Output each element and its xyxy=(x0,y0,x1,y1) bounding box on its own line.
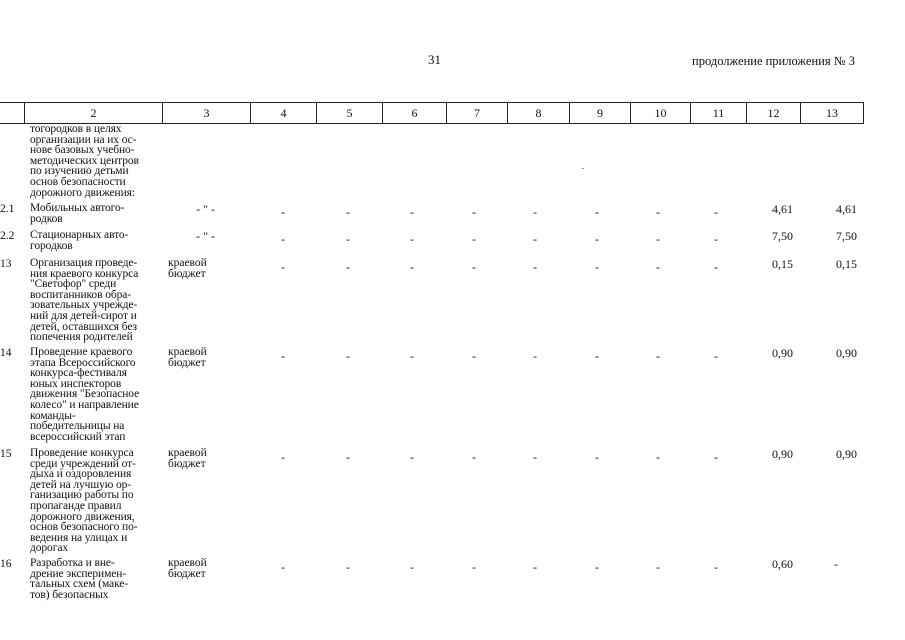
row-number: 2.2 xyxy=(0,230,15,242)
row-number: 2.1 xyxy=(0,203,15,215)
empty-value-dash: - xyxy=(410,560,414,574)
empty-value-dash: - xyxy=(714,260,718,274)
empty-value-dash: - xyxy=(346,232,350,246)
empty-value-dash: - xyxy=(714,205,718,219)
empty-value-dash: - xyxy=(656,232,660,246)
empty-value-dash: - xyxy=(472,232,476,246)
empty-value-dash: - xyxy=(595,349,599,363)
funding-source: - " - xyxy=(196,229,215,243)
value-col-13: 0,90 xyxy=(836,447,857,461)
header-cell-11: 11 xyxy=(690,103,746,123)
row-description: Проведение краевого этапа Всероссийского конкурса-фестиваля юных инспекторов движения "Безопасное колесо" и направление команды- победительницы на всероссийский этап xyxy=(30,346,140,443)
funding-source: краевой бюджет xyxy=(168,557,207,580)
table-header-row xyxy=(0,102,864,124)
empty-value-dash: - xyxy=(714,450,718,464)
empty-value-dash: - xyxy=(410,450,414,464)
empty-value-dash: - xyxy=(595,205,599,219)
empty-value-dash: - xyxy=(346,205,350,219)
empty-value-dash: - xyxy=(472,349,476,363)
header-cell-2: 2 xyxy=(24,103,162,123)
empty-value-dash: - xyxy=(533,450,537,464)
empty-value-dash: - xyxy=(410,260,414,274)
empty-value-dash: - xyxy=(281,205,285,219)
empty-value-dash: - xyxy=(472,260,476,274)
empty-value-dash: - xyxy=(410,205,414,219)
header-cell-12: 12 xyxy=(746,103,800,123)
header-cell-7: 7 xyxy=(446,103,507,123)
empty-value-dash: - xyxy=(714,560,718,574)
scan-speck xyxy=(582,168,584,169)
empty-value-dash: - xyxy=(595,560,599,574)
value-col-13: - xyxy=(834,557,838,571)
empty-value-dash: - xyxy=(533,260,537,274)
header-cell-3: 3 xyxy=(162,103,250,123)
empty-value-dash: - xyxy=(410,232,414,246)
row-description: Разработка и вне- дрение эксперимен- тальных схем (маке- тов) безопасных xyxy=(30,557,129,601)
empty-value-dash: - xyxy=(656,450,660,464)
empty-value-dash: - xyxy=(656,349,660,363)
empty-value-dash: - xyxy=(595,232,599,246)
value-col-12: 0,15 xyxy=(772,257,793,271)
empty-value-dash: - xyxy=(472,560,476,574)
empty-value-dash: - xyxy=(472,450,476,464)
value-col-13: 0,90 xyxy=(836,346,857,360)
funding-source: - " - xyxy=(196,202,215,216)
empty-value-dash: - xyxy=(595,260,599,274)
header-cell-8: 8 xyxy=(507,103,569,123)
page-number: 31 xyxy=(428,52,441,67)
empty-value-dash: - xyxy=(346,260,350,274)
row-number: 16 xyxy=(0,558,12,570)
funding-source: краевой бюджет xyxy=(168,346,207,369)
empty-value-dash: - xyxy=(533,349,537,363)
empty-value-dash: - xyxy=(281,349,285,363)
value-col-12: 7,50 xyxy=(772,229,793,243)
row-number: 14 xyxy=(0,347,12,359)
row-number: 15 xyxy=(0,448,12,460)
funding-source: краевой бюджет xyxy=(168,447,207,470)
row-description: Мобильных автого- родков xyxy=(30,202,125,225)
empty-value-dash: - xyxy=(595,450,599,464)
header-cell-13: 13 xyxy=(800,103,864,123)
empty-value-dash: - xyxy=(410,349,414,363)
value-col-12: 0,60 xyxy=(772,557,793,571)
value-col-13: 7,50 xyxy=(836,229,857,243)
empty-value-dash: - xyxy=(656,560,660,574)
row-number: 13 xyxy=(0,258,12,270)
header-cell-9: 9 xyxy=(569,103,630,123)
empty-value-dash: - xyxy=(714,232,718,246)
empty-value-dash: - xyxy=(714,349,718,363)
empty-value-dash: - xyxy=(533,205,537,219)
empty-value-dash: - xyxy=(281,260,285,274)
value-col-12: 0,90 xyxy=(772,346,793,360)
empty-value-dash: - xyxy=(472,205,476,219)
header-cell-5: 5 xyxy=(316,103,382,123)
value-col-12: 0,90 xyxy=(772,447,793,461)
empty-value-dash: - xyxy=(656,260,660,274)
header-cell-1 xyxy=(0,103,24,123)
empty-value-dash: - xyxy=(281,560,285,574)
row-description: Проведение конкурса среди учреждений от- дыха и оздоровления детей на лучшую ор- ганизацию работы по пропаганде правил дорожного движения, основ безопасного по- ведения на улицах и дорогах xyxy=(30,447,138,555)
funding-source: краевой бюджет xyxy=(168,257,207,280)
empty-value-dash: - xyxy=(281,232,285,246)
empty-value-dash: - xyxy=(656,205,660,219)
value-col-13: 0,15 xyxy=(836,257,857,271)
header-cell-10: 10 xyxy=(630,103,690,123)
row-description: Организация проведе- ния краевого конкурса "Светофор" среди воспитанников обра- зовательных учрежде- ний для детей-сирот и детей, оставшихся без попечения родителей xyxy=(30,257,139,344)
appendix-note: продолжение приложения № 3 xyxy=(692,54,855,68)
empty-value-dash: - xyxy=(281,450,285,464)
header-cell-6: 6 xyxy=(382,103,446,123)
header-cell-4: 4 xyxy=(250,103,316,123)
row-description: Стационарных авто- городков xyxy=(30,229,129,252)
empty-value-dash: - xyxy=(533,232,537,246)
row-description: тогородков в целях организации на их ос- нове базовых учебно- методических центров по изучению детьми основ безопасности дорожного движения: xyxy=(30,123,139,199)
value-col-12: 4,61 xyxy=(772,202,793,216)
empty-value-dash: - xyxy=(346,450,350,464)
value-col-13: 4,61 xyxy=(836,202,857,216)
empty-value-dash: - xyxy=(346,560,350,574)
empty-value-dash: - xyxy=(346,349,350,363)
empty-value-dash: - xyxy=(533,560,537,574)
